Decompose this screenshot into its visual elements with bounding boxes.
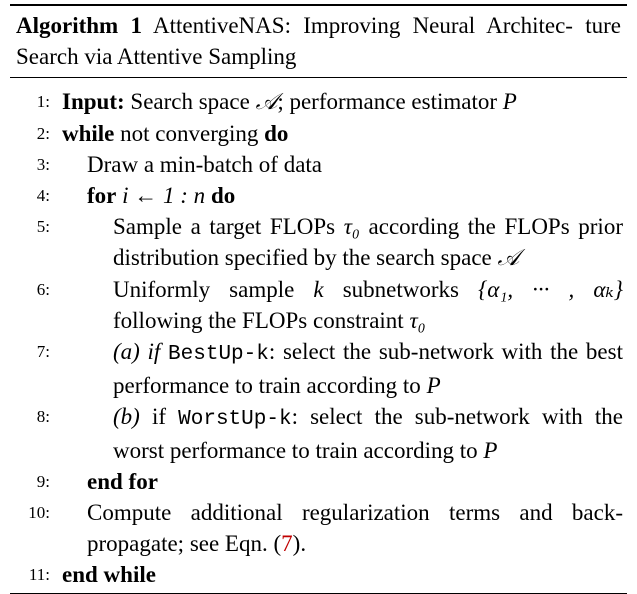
- line-body: Compute additional regularization terms and back- propagate; see Eqn. (7).: [87, 500, 623, 556]
- line-body: Sample a target FLOPs τ₀ according the FLOPs prior distribution specified by the search space 𝒜: [113, 214, 623, 271]
- line-number: 5:: [36, 217, 50, 236]
- line-body: (a) if BestUp-k: select the sub-network with the best performance to train according to P: [113, 339, 623, 398]
- line-number: 8:: [36, 407, 50, 426]
- line-body: end for: [87, 469, 158, 494]
- algorithm-block: [10, 4, 627, 594]
- line-number: 10:: [28, 503, 50, 522]
- algo-line-3: [10, 149, 627, 180]
- algorithm-title: AttentiveNAS: Improving Neural Architec- ture Search via Attentive Sampling: [16, 13, 621, 69]
- algo-line-5: [10, 211, 627, 274]
- line-number: 2:: [36, 124, 50, 143]
- line-number: 4:: [36, 186, 50, 205]
- line-number: 11:: [28, 565, 50, 584]
- line-body: while not converging do: [62, 121, 289, 146]
- algo-line-9: [10, 466, 627, 497]
- algorithm-caption: [10, 10, 627, 72]
- algo-line-11: [10, 559, 627, 590]
- line-number: 1:: [36, 92, 50, 111]
- algorithm-label: Algorithm 1: [16, 13, 142, 38]
- line-body: Draw a min-batch of data: [87, 152, 323, 177]
- equation-reference-link[interactable]: 7: [281, 531, 293, 556]
- caption-rule: [10, 77, 627, 78]
- line-body: for i ← 1 : n do: [87, 183, 236, 208]
- algo-line-4: [10, 180, 627, 211]
- line-body: (b) if WorstUp-k: select the sub-network with the worst performance to train according to P: [113, 404, 623, 463]
- line-body: end while: [62, 562, 156, 587]
- algo-line-8: [10, 401, 627, 466]
- algo-line-2: [10, 118, 627, 149]
- algo-line-10: [10, 497, 627, 559]
- algo-line-7: [10, 336, 627, 401]
- algo-line-1: [10, 86, 627, 118]
- line-number: 6:: [36, 280, 50, 299]
- top-rule: [10, 4, 627, 6]
- line-number: 9:: [36, 472, 50, 491]
- line-body: Uniformly sample k subnetworks {α₁, ··· , αₖ} following the FLOPs constraint τ₀: [113, 277, 623, 333]
- line-number: 3:: [36, 155, 50, 174]
- line-body: Input: Search space 𝒜; performance estimator P: [62, 89, 517, 115]
- algo-line-6: [10, 274, 627, 336]
- line-number: 7:: [36, 342, 50, 361]
